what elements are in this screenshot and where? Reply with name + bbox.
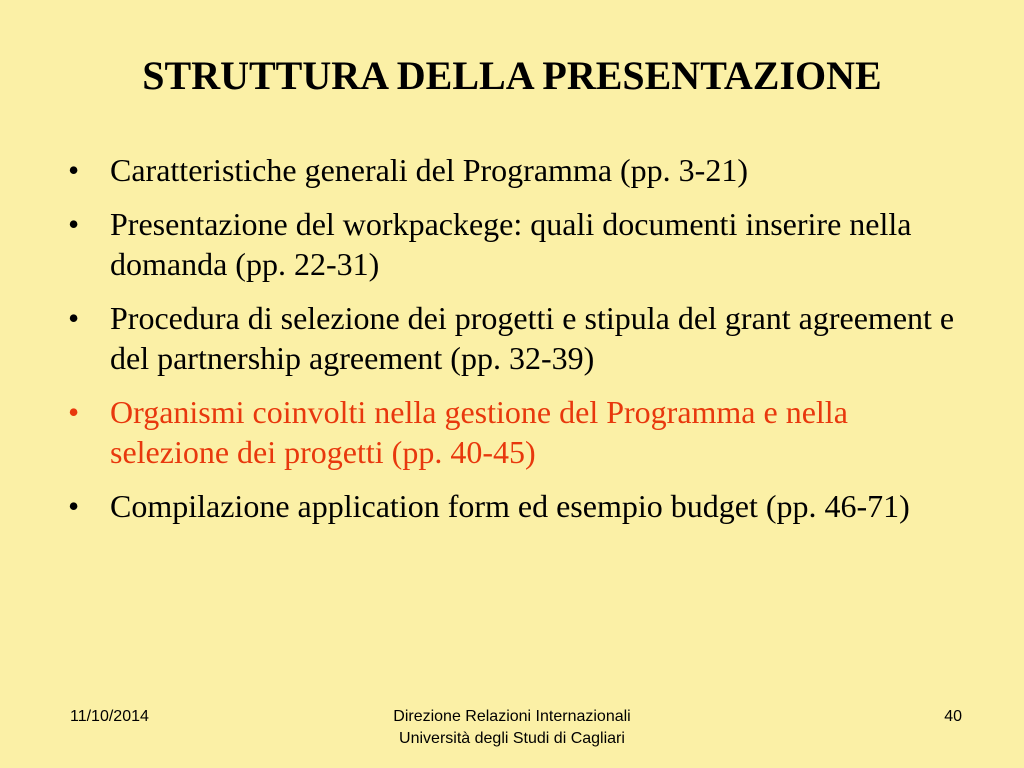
bullet-item xyxy=(68,298,968,378)
footer-org-line-2: Università degli Studi di Cagliari xyxy=(399,730,625,747)
bullet-dot-icon: • xyxy=(68,488,80,524)
bullet-item xyxy=(68,486,968,526)
bullet-dot-icon: • xyxy=(68,206,80,242)
footer-page-number: 40 xyxy=(944,708,962,725)
bullet-dot-icon: • xyxy=(68,300,80,336)
bullet-dot-icon: • xyxy=(68,394,80,430)
bullet-text: Organismi coinvolti nella gestione del Programma e nella selezione dei progetti (pp. 40-45) xyxy=(110,394,848,470)
bullet-text: Procedura di selezione dei progetti e stipula del grant agreement e del partnership agreement (pp. 32-39) xyxy=(110,300,955,376)
bullet-item-highlighted xyxy=(68,392,968,472)
slide-title: STRUTTURA DELLA PRESENTAZIONE xyxy=(142,53,882,98)
bullet-text: Compilazione application form ed esempio budget (pp. 46-71) xyxy=(110,488,910,524)
bullet-item xyxy=(68,204,968,284)
bullet-item xyxy=(68,150,968,190)
footer-date: 11/10/2014 xyxy=(70,708,149,725)
footer-organization xyxy=(312,706,712,750)
footer-org-line-1: Direzione Relazioni Internazionali xyxy=(393,708,631,725)
bullet-list xyxy=(68,150,968,540)
bullet-text: Caratteristiche generali del Programma (pp. 3-21) xyxy=(110,152,748,188)
bullet-text: Presentazione del workpackege: quali documenti inserire nella domanda (pp. 22-31) xyxy=(110,206,912,282)
bullet-dot-icon: • xyxy=(68,152,80,188)
